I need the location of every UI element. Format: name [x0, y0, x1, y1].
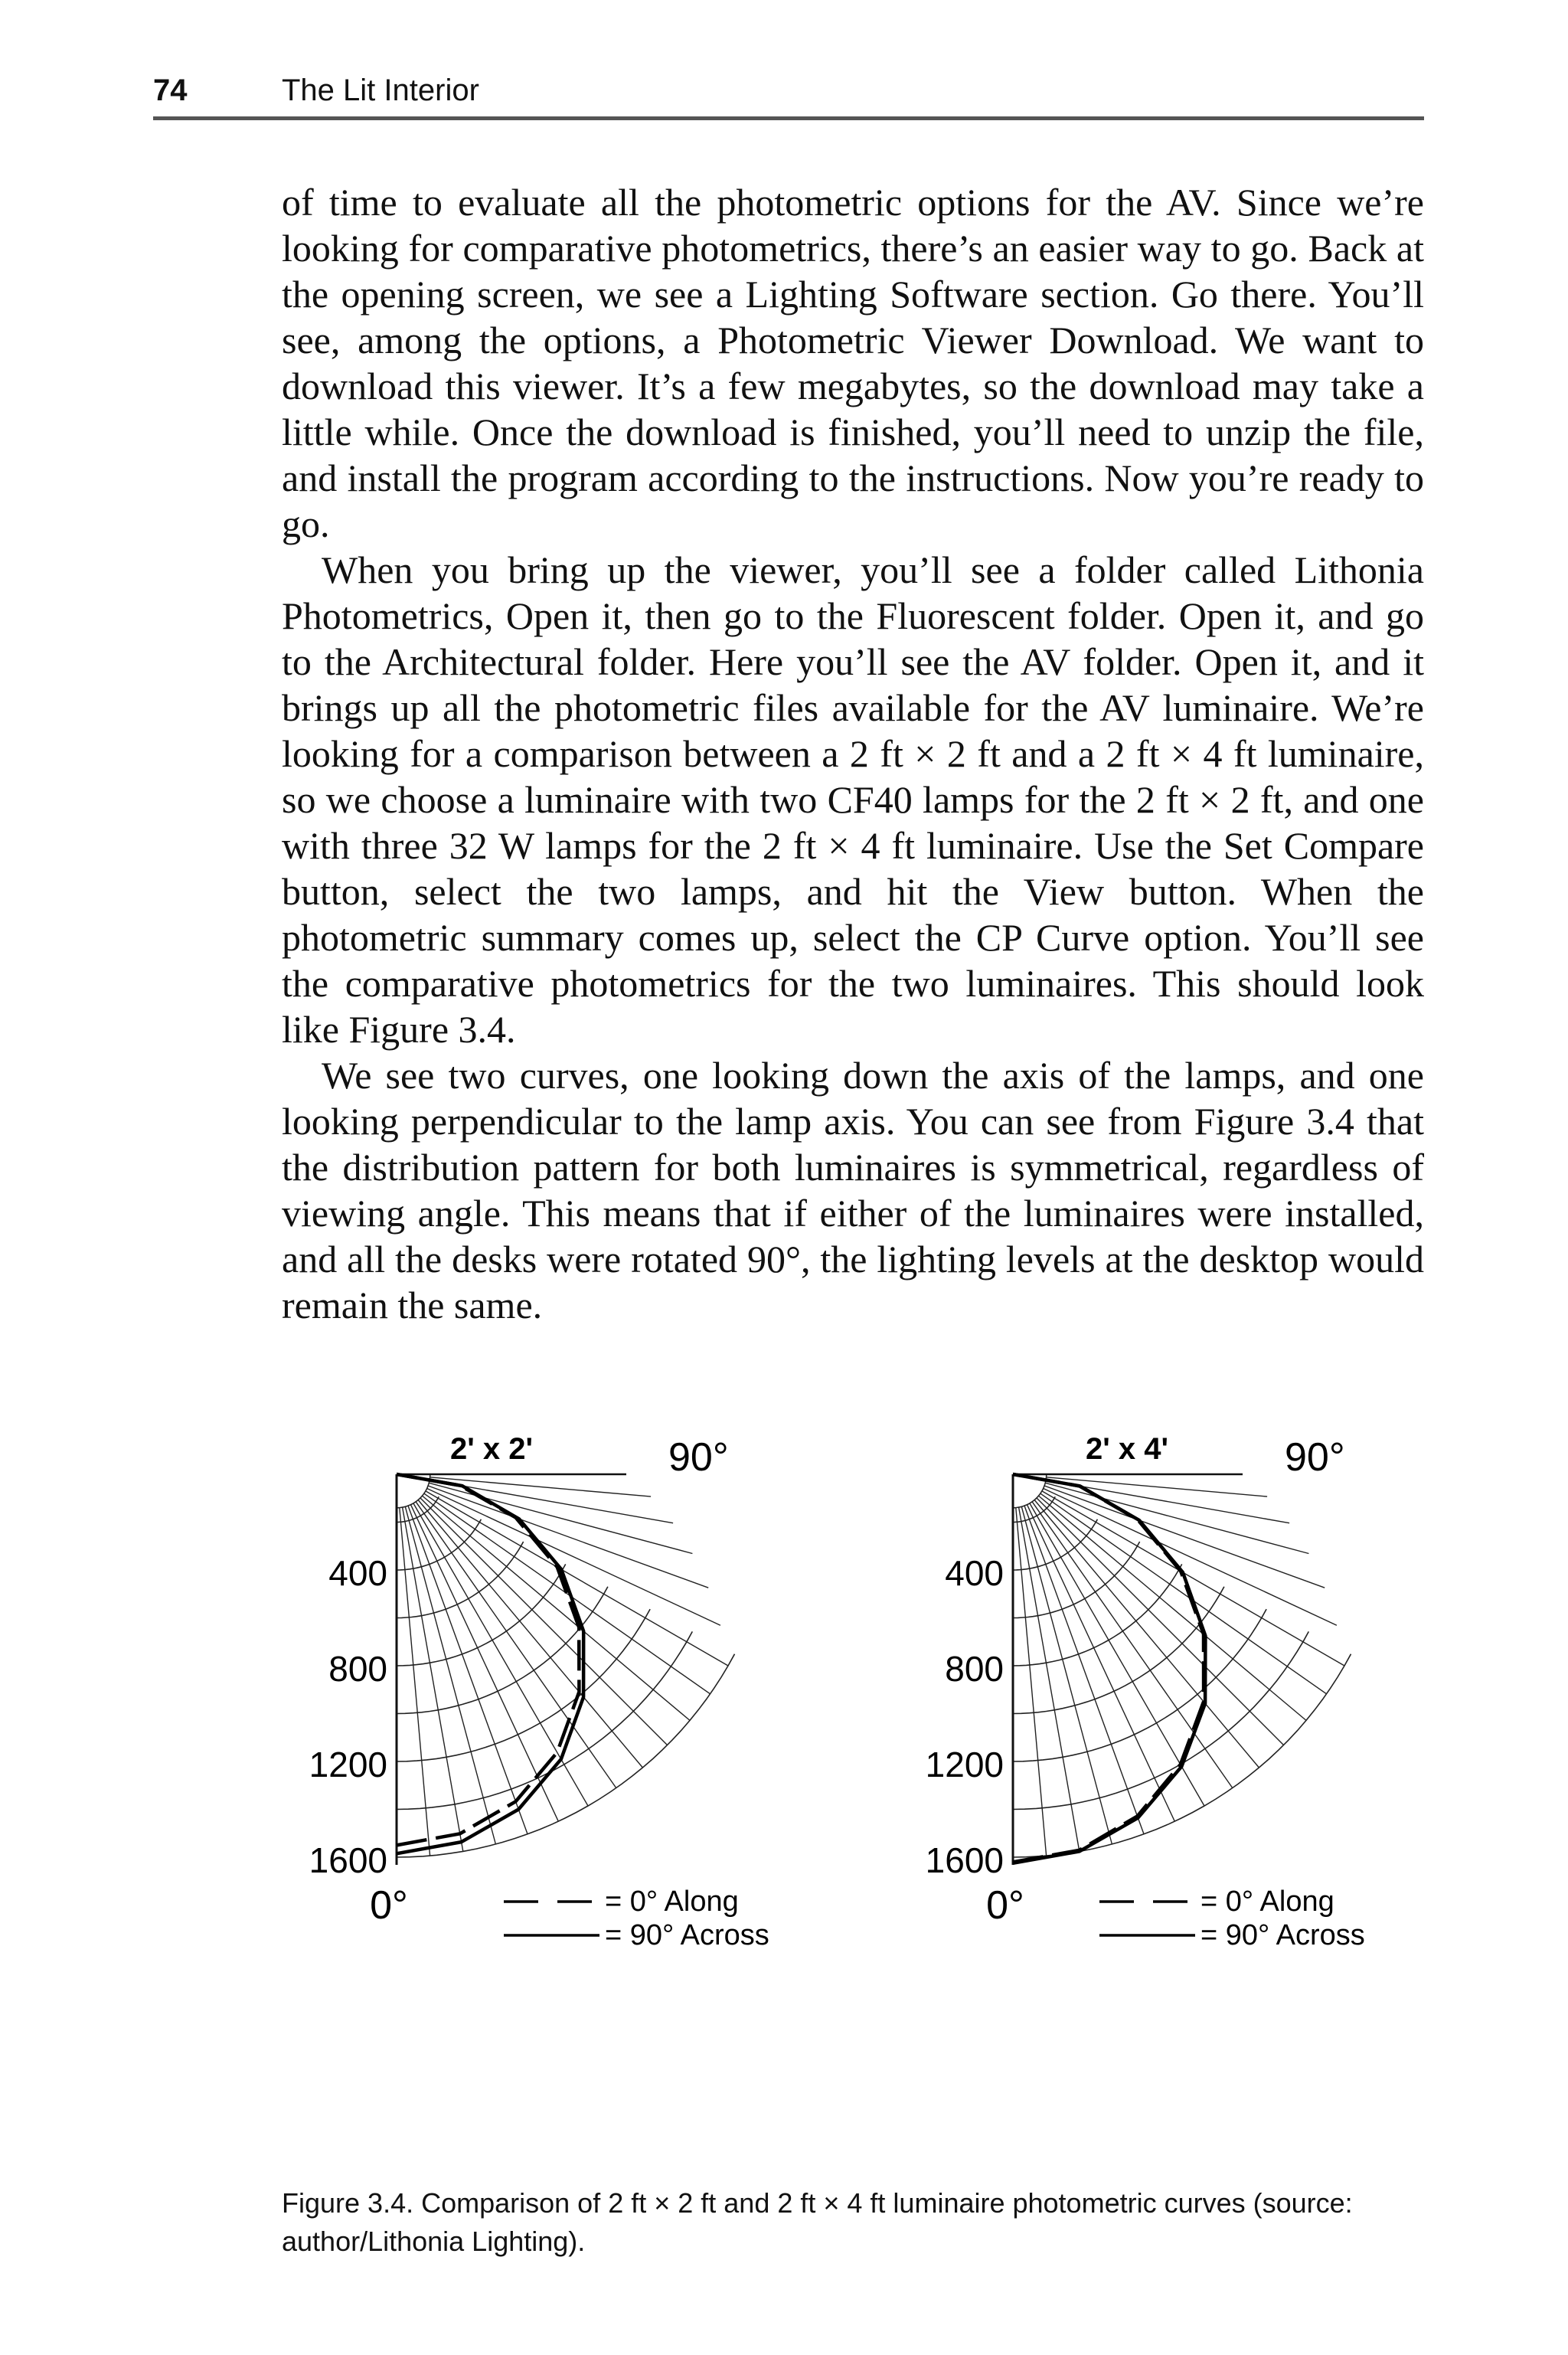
grid-ring [397, 1564, 566, 1666]
grid-spoke [428, 1486, 708, 1588]
grid-spoke [400, 1508, 430, 1856]
legend-label: = 90° Across [1200, 1919, 1365, 1951]
grid-spoke [416, 1502, 616, 1788]
figure-caption: Figure 3.4. Comparison of 2 ft × 2 ft and 2 ft × 4 ft luminaire photometric curves (source: author/Lithonia Lighting). [282, 2187, 1353, 2257]
grid-spoke [418, 1500, 642, 1768]
grid-spoke [405, 1506, 495, 1844]
angle-label-0: 0° [986, 1883, 1024, 1928]
grid-spoke [423, 1496, 691, 1720]
grid-spoke [424, 1493, 710, 1694]
angle-label-90: 90° [1285, 1435, 1345, 1480]
legend-label: = 0° Along [1200, 1886, 1334, 1918]
radial-tick-label: 1600 [309, 1840, 387, 1880]
radial-tick-label: 800 [328, 1649, 387, 1689]
grid-spoke [429, 1483, 692, 1553]
radial-tick-label: 400 [328, 1553, 387, 1593]
page-number: 74 [153, 74, 188, 107]
radial-tick-label: 1200 [925, 1745, 1004, 1784]
grid-spoke [1019, 1507, 1080, 1851]
radial-tick-label: 1600 [925, 1840, 1004, 1880]
radial-tick-label: 400 [945, 1553, 1004, 1593]
grid-spoke [1016, 1508, 1047, 1856]
chart-title: 2' x 4' [1086, 1432, 1168, 1466]
figure-3-4 [282, 1379, 1430, 2175]
grid-ring [397, 1654, 735, 1857]
grid-spoke [1044, 1489, 1337, 1626]
grid-spoke [1021, 1506, 1112, 1844]
grid-spoke [1040, 1493, 1327, 1694]
angle-label-0: 0° [370, 1883, 408, 1928]
radial-tick-label: 800 [945, 1649, 1004, 1689]
legend-label: = 0° Along [605, 1886, 739, 1918]
grid-ring [397, 1609, 650, 1761]
grid-spoke [411, 1505, 559, 1822]
grid-spoke [1027, 1505, 1175, 1822]
legend-label: = 90° Across [605, 1919, 769, 1951]
angle-label-90: 90° [668, 1435, 729, 1480]
running-title: The Lit Interior [282, 74, 479, 107]
photometric-figure [282, 1379, 1430, 2175]
grid-spoke [1039, 1496, 1307, 1720]
paragraph: of time to evaluate all the photometric options for the AV. Since we’re looking for comparative photometrics, there’s an easier way to go. Back at the opening screen, we see a Lighting Software section. Go there. You’ll see, among the options, a Photometric Viewer Download. We want to download this viewer. It’s a few megabytes, so the download may take a little while. Once the download is finished, you’ll need to unzip the file, and install the program according to the instructions. Now you’re ready to go. [282, 181, 1424, 545]
chart-2 [926, 1432, 1365, 1951]
grid-spoke [1037, 1498, 1284, 1745]
grid-spoke [1045, 1483, 1308, 1553]
radial-tick-label: 1200 [309, 1745, 387, 1784]
paragraph: When you bring up the viewer, you’ll see a folder called Lithonia Photometrics, Open it, then go to the Fluorescent folder. Open it, and go to the Architectural folder. Here you’ll see the AV folder. Open it, and it brings up all the photometric files available for the AV luminaire. We’re looking for a comparison between a 2 ft × 2 ft and a 2 ft × 4 ft luminaire, so we choose a luminaire with two CF40 lamps for the 2 ft × 2 ft, and one with three 32 W lamps for the 2 ft × 4 ft luminaire. Use the Set Compare button, select the two lamps, and hit the View button. When the photometric summary comes up, select the CP Curve option. You’ll see the comparative photometrics for the two luminaires. This should look like Figure 3.4. [282, 548, 1424, 1051]
paragraph: We see two curves, one looking down the axis of the lamps, and one looking perpendicular to the lamp axis. You can see from Figure 3.4 that the distribution pattern for both luminaires is symmetrical, regardless of viewing angle. This means that if either of the luminaires were installed, and all the desks were rotated 90°, the lighting levels at the desktop would remain the same. [282, 1054, 1424, 1326]
grid-spoke [1034, 1500, 1259, 1768]
grid-ring [1013, 1564, 1182, 1666]
page-header [153, 74, 1424, 119]
body-text [282, 179, 1424, 1328]
chart-title: 2' x 2' [450, 1432, 533, 1466]
grid-ring [1013, 1609, 1266, 1761]
header-rule [153, 116, 1424, 120]
grid-spoke [420, 1498, 668, 1745]
grid-spoke [403, 1507, 463, 1851]
chart-1 [309, 1432, 769, 1951]
